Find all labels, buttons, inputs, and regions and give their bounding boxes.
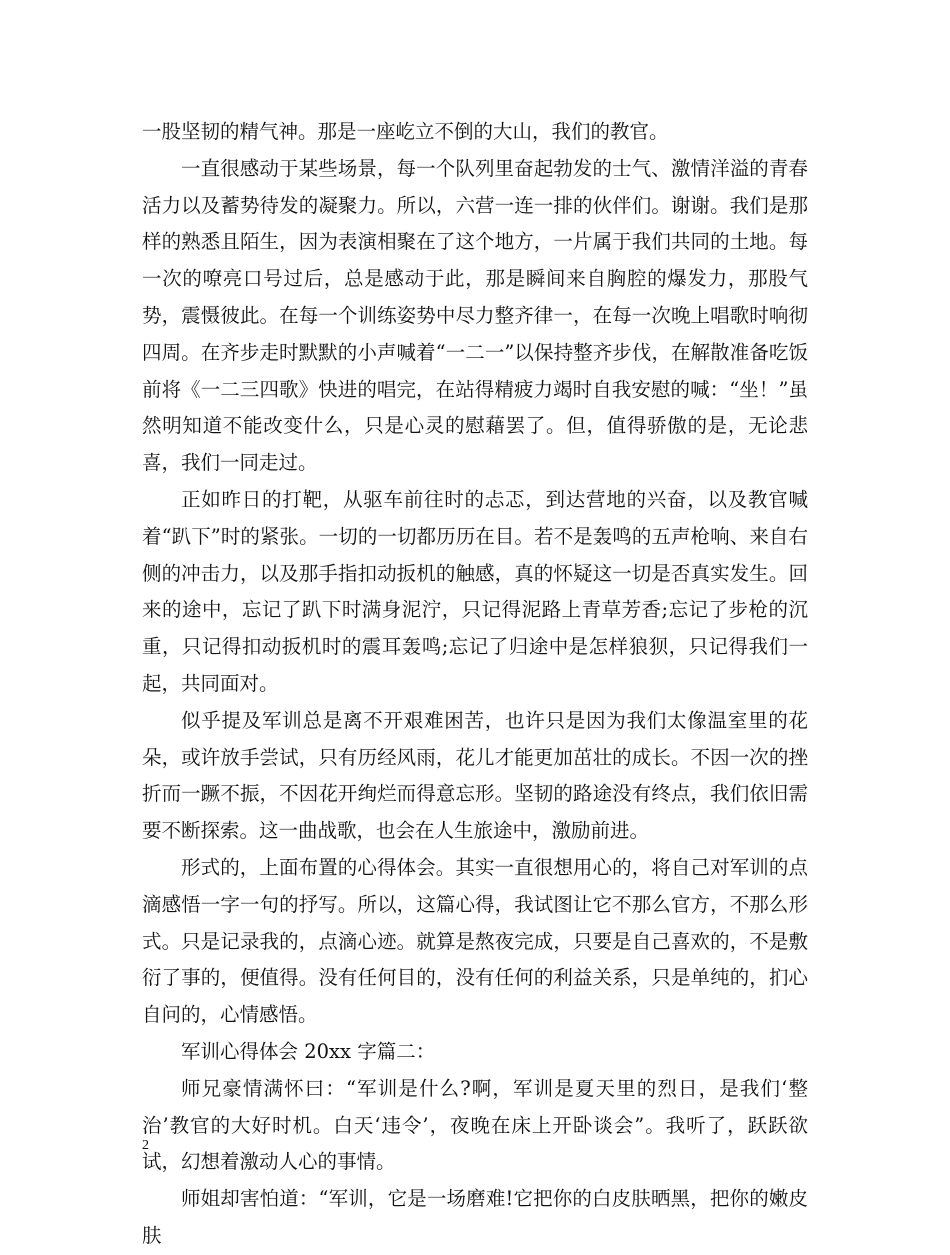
paragraph-1: 一股坚韧的精气神。那是一座屹立不倒的大山，我们的教官。	[142, 120, 669, 143]
paragraph-6: 师兄豪情满怀曰：“军训是什么?啊，军训是夏天里的烈日，是我们‘整治’教官的大好时机。白天‘违令’，夜晚在床上开卧谈会”。我听了，跃跃欲试，幻想着激动人心的事情。	[142, 1076, 808, 1174]
page-number: 2	[142, 1138, 149, 1153]
paragraph-5: 形式的，上面布置的心得体会。其实一直很想用心的，将自己对军训的点滴感悟一字一句的抒写。所以，这篇心得，我试图让它不那么官方，不那么形式。只是记录我的，点滴心迹。就算是熬夜完成，只要是自己喜欢的，不是敷衍了事的，便值得。没有任何目的，没有任何的利益关系，只是单纯的，扪心自问的，心情感悟。	[142, 855, 808, 1027]
document-body	[142, 114, 808, 1255]
paragraph-7: 师姐却害怕道：“军训，它是一场磨难!它把你的白皮肤晒黑，把你的嫩皮肤	[142, 1187, 808, 1247]
paragraph-3: 正如昨日的打靶，从驱车前往时的忐忑，到达营地的兴奋，以及教官喊着“趴下”时的紧张。一切的一切都历历在目。若不是轰鸣的五声枪响、来自右侧的冲击力，以及那手指扣动扳机的触感，真的怀疑这一切是否真实发生。回来的途中，忘记了趴下时满身泥泞，只记得泥路上青草芳香;忘记了步枪的沉重，只记得扣动扳机时的震耳轰鸣;忘记了归途中是怎样狼狈，只记得我们一起，共同面对。	[142, 487, 808, 695]
section-heading: 军训心得体会 20xx 字篇二：	[181, 1039, 436, 1063]
paragraph-2: 一直很感动于某些场景，每一个队列里奋起勃发的士气、激情洋溢的青春活力以及蓄势待发的凝聚力。所以，六营一连一排的伙伴们。谢谢。我们是那样的熟悉且陌生，因为表演相聚在了这个地方，一片属于我们共同的土地。每一次的嘹亮口号过后，总是感动于此，那是瞬间来自胸腔的爆发力，那股气势，震慑彼此。在每一个训练姿势中尽力整齐律一，在每一次晚上唱歌时响彻四周。在齐步走时默默的小声喊着“一二一”以保持整齐步伐，在解散准备吃饭前将《一二三四歌》快进的唱完，在站得精疲力竭时自我安慰的喊：“坐！”虽然明知道不能改变什么，只是心灵的慰藉罢了。但，值得骄傲的是，无论悲喜，我们一同走过。	[142, 156, 808, 475]
paragraph-4: 似乎提及军训总是离不开艰难困苦，也许只是因为我们太像温室里的花朵，或许放手尝试，只有历经风雨，花儿才能更加茁壮的成长。不因一次的挫折而一蹶不振，不因花开绚烂而得意忘形。坚韧的路途没有终点，我们依旧需要不断探索。这一曲战歌，也会在人生旅途中，激励前进。	[142, 708, 808, 843]
